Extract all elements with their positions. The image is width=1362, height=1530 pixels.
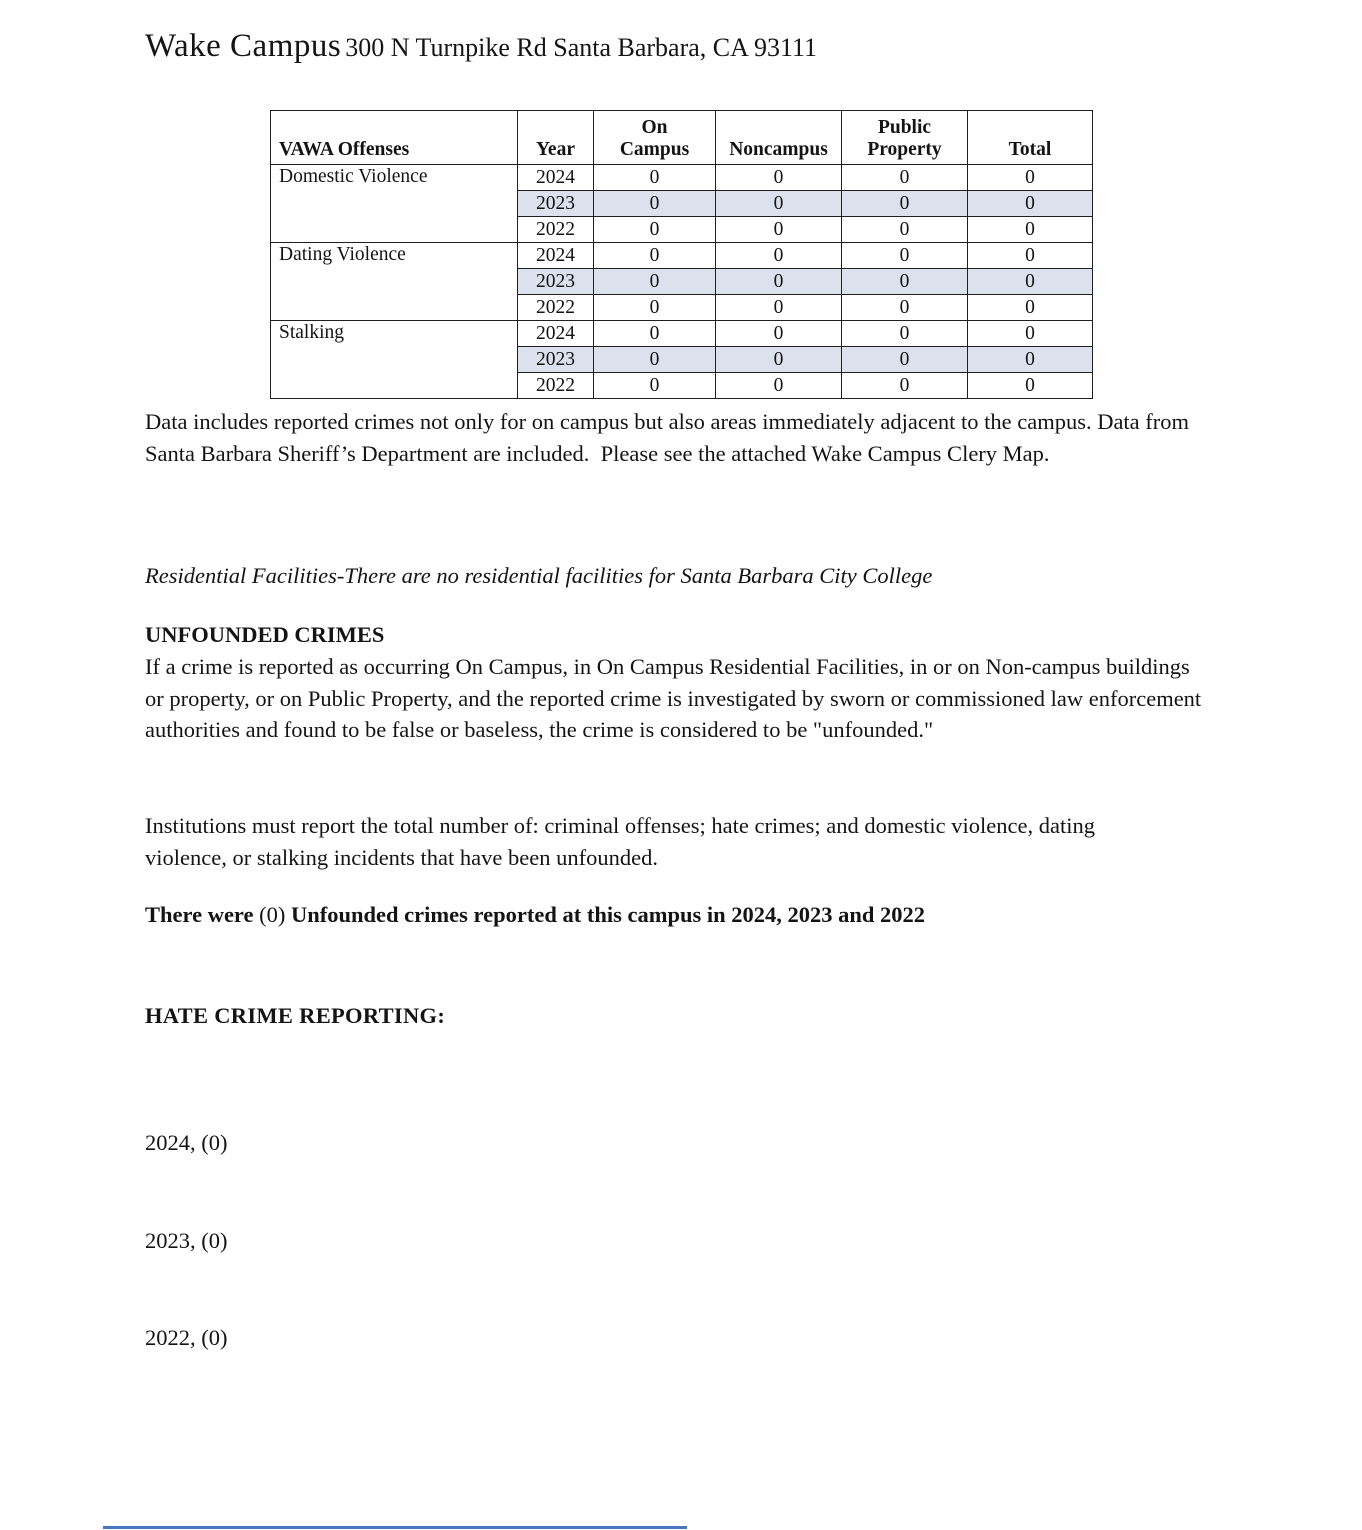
unfounded-crimes-body: If a crime is reported as occurring On Campus, in On Campus Residential Facilities, in or on Non-campus buildings or property, or on Public Property, and the reported crime is investigated by sworn or commissioned law enforcement authorities and found to be false or baseless, the crime is considered to be "unfounded."	[145, 654, 1207, 742]
cell-year: 2024	[518, 321, 594, 347]
cell-noncampus: 0	[716, 295, 842, 321]
cell-noncampus: 0	[716, 347, 842, 373]
col-header-noncampus: Noncampus	[716, 111, 842, 165]
table-row	[271, 165, 1093, 191]
cell-public-property: 0	[842, 243, 968, 269]
institutions-report-body: Institutions must report the total number of: criminal offenses; hate crimes; and domestic violence, dating violence, or stalking incidents that have been unfounded.	[145, 813, 1101, 870]
cell-on-campus: 0	[594, 347, 716, 373]
hate-crime-years-list	[145, 1062, 228, 1420]
campus-address: 300 N Turnpike Rd Santa Barbara, CA 93111	[345, 33, 818, 62]
cell-total: 0	[968, 165, 1093, 191]
page-bottom-rule	[103, 1526, 687, 1529]
cell-noncampus: 0	[716, 373, 842, 399]
hate-crime-heading: HATE CRIME REPORTING:	[145, 1003, 446, 1028]
cell-total: 0	[968, 321, 1093, 347]
cell-public-property: 0	[842, 347, 968, 373]
page-title	[145, 28, 817, 65]
cell-on-campus: 0	[594, 295, 716, 321]
summary-prefix: There were	[145, 902, 260, 927]
cell-year: 2023	[518, 269, 594, 295]
cell-total: 0	[968, 373, 1093, 399]
col-header-on-campus: On Campus	[594, 111, 716, 165]
col-header-year: Year	[518, 111, 594, 165]
unfounded-summary-line	[145, 899, 1245, 931]
cell-noncampus: 0	[716, 165, 842, 191]
cell-public-property: 0	[842, 191, 968, 217]
cell-total: 0	[968, 243, 1093, 269]
cell-total: 0	[968, 191, 1093, 217]
cell-on-campus: 0	[594, 243, 716, 269]
cell-total: 0	[968, 269, 1093, 295]
cell-noncampus: 0	[716, 217, 842, 243]
campus-name: Wake Campus	[145, 28, 342, 64]
table-header-row	[271, 111, 1093, 165]
hate-crime-year-line: 2024, (0)	[145, 1130, 228, 1155]
offense-domestic-violence: Domestic Violence	[271, 165, 518, 243]
col-header-total: Total	[968, 111, 1093, 165]
cell-total: 0	[968, 217, 1093, 243]
cell-public-property: 0	[842, 165, 968, 191]
data-note-paragraph: Data includes reported crimes not only for on campus but also areas immediately adjacent to the campus. Data from Santa Barbara Sheriff’s Department are included. Please see the attached Wake Campus Clery Map.	[145, 409, 1195, 466]
summary-count: (0)	[259, 902, 286, 927]
cell-public-property: 0	[842, 373, 968, 399]
cell-noncampus: 0	[716, 321, 842, 347]
hate-crime-year-line: 2022, (0)	[145, 1325, 228, 1350]
summary-suffix: Unfounded crimes reported at this campus in 2024, 2023 and 2022	[285, 902, 926, 927]
cell-year: 2022	[518, 295, 594, 321]
col-header-public-property: Public Property	[842, 111, 968, 165]
cell-on-campus: 0	[594, 191, 716, 217]
cell-year: 2024	[518, 243, 594, 269]
cell-noncampus: 0	[716, 269, 842, 295]
offense-stalking: Stalking	[271, 321, 518, 399]
cell-year: 2024	[518, 165, 594, 191]
unfounded-crimes-heading: UNFOUNDED CRIMES	[145, 622, 385, 647]
col-header-vawa-offenses: VAWA Offenses	[271, 111, 518, 165]
cell-year: 2022	[518, 373, 594, 399]
cell-public-property: 0	[842, 295, 968, 321]
cell-on-campus: 0	[594, 373, 716, 399]
cell-public-property: 0	[842, 217, 968, 243]
cell-on-campus: 0	[594, 269, 716, 295]
residential-facilities-note: Residential Facilities-There are no residential facilities for Santa Barbara City College	[145, 563, 933, 588]
cell-year: 2023	[518, 191, 594, 217]
cell-year: 2023	[518, 347, 594, 373]
vawa-offenses-table	[270, 110, 1093, 399]
cell-noncampus: 0	[716, 191, 842, 217]
cell-total: 0	[968, 347, 1093, 373]
cell-total: 0	[968, 295, 1093, 321]
hate-crime-year-line: 2023, (0)	[145, 1227, 228, 1253]
cell-public-property: 0	[842, 321, 968, 347]
table-row	[271, 321, 1093, 347]
cell-public-property: 0	[842, 269, 968, 295]
cell-noncampus: 0	[716, 243, 842, 269]
cell-on-campus: 0	[594, 217, 716, 243]
table-row	[271, 243, 1093, 269]
cell-on-campus: 0	[594, 165, 716, 191]
offense-dating-violence: Dating Violence	[271, 243, 518, 321]
cell-year: 2022	[518, 217, 594, 243]
cell-on-campus: 0	[594, 321, 716, 347]
